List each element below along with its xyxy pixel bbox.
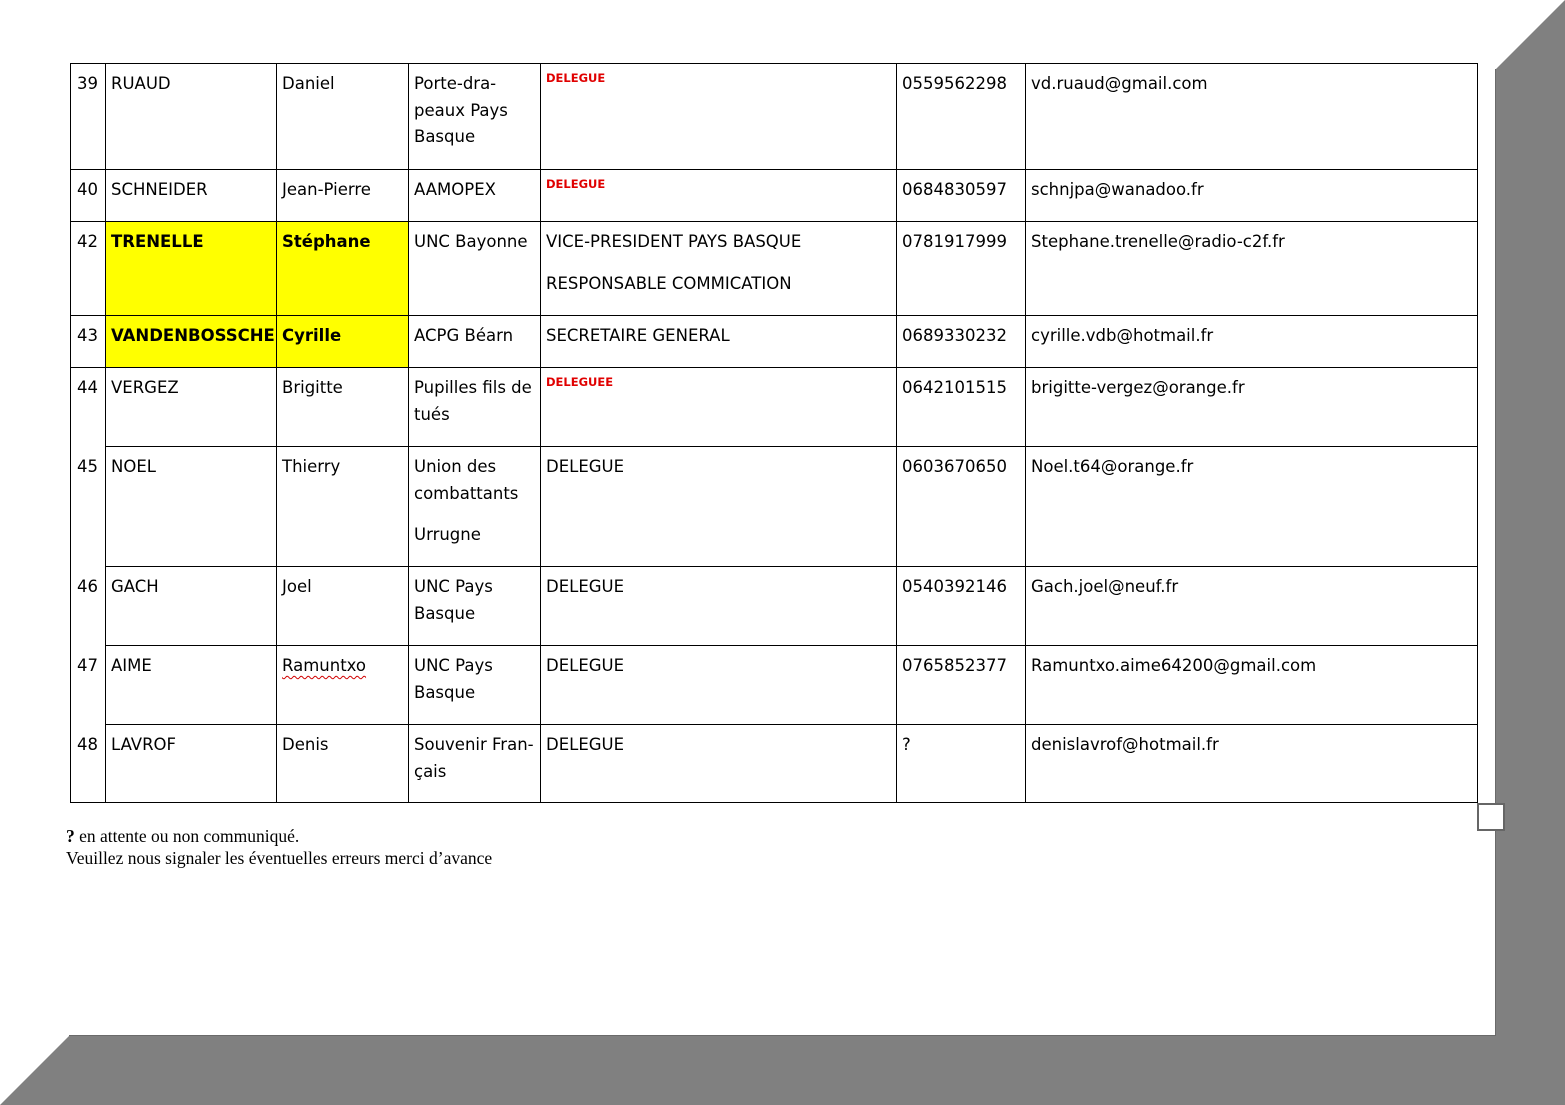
footnote-unknown-text: en attente ou non communiqué. (74, 826, 300, 846)
table-row (71, 725, 1478, 803)
phone-number: ? (902, 735, 911, 754)
phone-cell (897, 725, 1026, 803)
function-cell (541, 222, 897, 316)
first-name-cell (277, 368, 409, 447)
function-text: DELEGUE (546, 177, 606, 191)
email-address: Noel.t64@orange.fr (1031, 457, 1194, 476)
page-edge-bottom (69, 1035, 1496, 1036)
first-name: Denis (282, 735, 329, 754)
row-number: 40 (77, 180, 98, 199)
function-text: DELEGUE (546, 71, 606, 85)
function-text: DELEGUE (546, 656, 625, 675)
last-name: SCHNEIDER (111, 180, 208, 199)
last-name-cell (106, 725, 277, 803)
association-cell (409, 170, 541, 222)
last-name-cell (106, 170, 277, 222)
first-name: Stéphane (282, 232, 371, 251)
first-name-cell (277, 447, 409, 567)
last-name-cell (106, 316, 277, 368)
first-name-cell (277, 316, 409, 368)
last-name: AIME (111, 656, 152, 675)
association-cell (409, 447, 541, 567)
table-resize-handle[interactable] (1477, 803, 1505, 831)
association-cell (409, 222, 541, 316)
function-cell (541, 567, 897, 646)
last-name-cell (106, 222, 277, 316)
association-text: Porte-dra-peaux Pays Basque (414, 74, 508, 146)
last-name-cell (106, 646, 277, 725)
table-row (71, 567, 1478, 646)
association-cell (409, 646, 541, 725)
function-text: DELEGUE (546, 577, 625, 596)
first-name-cell (277, 170, 409, 222)
row-number-cell (71, 170, 106, 222)
last-name: LAVROF (111, 735, 177, 754)
first-name-cell (277, 725, 409, 803)
function-cell (541, 368, 897, 447)
association-cell (409, 368, 541, 447)
phone-number: 0642101515 (902, 378, 1007, 397)
row-number: 42 (77, 232, 98, 251)
phone-number: 0603670650 (902, 457, 1007, 476)
row-number: 46 (77, 576, 98, 596)
row-number-cell (71, 646, 106, 725)
phone-number: 0765852377 (902, 656, 1007, 675)
row-number: 45 (77, 456, 98, 476)
association-text: Pupilles fils de tués (414, 378, 532, 424)
phone-number: 0540392146 (902, 577, 1007, 596)
function-text: SECRETAIRE GENERAL (546, 326, 730, 345)
first-name-cell (277, 646, 409, 725)
first-name: Thierry (282, 457, 341, 476)
email-address: cyrille.vdb@hotmail.fr (1031, 326, 1214, 345)
last-name: VANDENBOSSCHE (111, 326, 275, 345)
last-name: GACH (111, 577, 159, 596)
phone-cell (897, 316, 1026, 368)
first-name: Jean-Pierre (282, 180, 371, 199)
page-shadow-right (1496, 0, 1565, 1105)
function-cell (541, 725, 897, 803)
last-name-cell (106, 567, 277, 646)
footnote-errors: Veuillez nous signaler les éventuelles erreurs merci d’avance (66, 848, 493, 868)
function-cell (541, 64, 897, 170)
table-row (71, 64, 1478, 170)
phone-cell (897, 646, 1026, 725)
page-shadow-bottom (0, 1036, 1565, 1105)
first-name: Ramuntxo (282, 656, 367, 675)
table-row (71, 368, 1478, 447)
phone-number: 0684830597 (902, 180, 1007, 199)
email-address: vd.ruaud@gmail.com (1031, 74, 1208, 93)
function-cell (541, 170, 897, 222)
email-cell (1026, 64, 1478, 170)
association-text: Souvenir Fran-çais (414, 735, 534, 781)
function-cell (541, 646, 897, 725)
association-text: UNC Bayonne (414, 232, 528, 251)
email-cell (1026, 368, 1478, 447)
phone-cell (897, 567, 1026, 646)
row-number-cell (71, 725, 106, 803)
table-row (71, 646, 1478, 725)
function-text: VICE-PRESIDENT PAYS BASQUE (546, 232, 802, 251)
row-number-cell (71, 316, 106, 368)
phone-number: 0559562298 (902, 74, 1007, 93)
association-text: UNC Pays Basque (414, 656, 493, 702)
members-table-body (71, 64, 1478, 803)
row-number: 39 (77, 74, 98, 93)
table-row (71, 447, 1478, 567)
first-name: Cyrille (282, 326, 342, 345)
row-number-cell (71, 567, 106, 646)
email-address: brigitte-vergez@orange.fr (1031, 378, 1245, 397)
row-number-cell (71, 447, 106, 567)
email-cell (1026, 646, 1478, 725)
last-name-cell (106, 64, 277, 170)
row-number-cell (71, 64, 106, 170)
association-text: UNC Pays Basque (414, 577, 493, 623)
function-text: RESPONSABLE COMMICATION (546, 273, 792, 293)
function-text: DELEGUEE (546, 375, 614, 389)
last-name-cell (106, 447, 277, 567)
email-cell (1026, 316, 1478, 368)
first-name-cell (277, 567, 409, 646)
email-cell (1026, 222, 1478, 316)
association-text: AAMOPEX (414, 180, 496, 199)
association-cell (409, 725, 541, 803)
email-cell (1026, 170, 1478, 222)
association-text: ACPG Béarn (414, 326, 514, 345)
last-name: VERGEZ (111, 378, 179, 397)
first-name-cell (277, 222, 409, 316)
last-name-cell (106, 368, 277, 447)
function-cell (541, 316, 897, 368)
email-cell (1026, 567, 1478, 646)
function-text: DELEGUE (546, 457, 625, 476)
email-address: Gach.joel@neuf.fr (1031, 577, 1179, 596)
email-cell (1026, 725, 1478, 803)
email-address: denislavrof@hotmail.fr (1031, 735, 1219, 754)
first-name-cell (277, 64, 409, 170)
association-cell (409, 64, 541, 170)
phone-cell (897, 64, 1026, 170)
table-row (71, 170, 1478, 222)
row-number: 44 (77, 378, 98, 397)
phone-number: 0781917999 (902, 232, 1007, 251)
page-edge-right (1495, 69, 1496, 1036)
last-name: RUAUD (111, 74, 171, 93)
row-number: 48 (77, 734, 98, 754)
first-name: Brigitte (282, 378, 343, 397)
footnote-unknown (66, 825, 492, 847)
first-name: Joel (282, 577, 312, 596)
phone-number: 0689330232 (902, 326, 1007, 345)
table-row (71, 316, 1478, 368)
association-cell (409, 567, 541, 646)
row-number: 47 (77, 655, 98, 675)
phone-cell (897, 368, 1026, 447)
phone-cell (897, 222, 1026, 316)
email-address: Stephane.trenelle@radio-c2f.fr (1031, 232, 1285, 251)
email-cell (1026, 447, 1478, 567)
email-address: Ramuntxo.aime64200@gmail.com (1031, 656, 1317, 675)
association-cell (409, 316, 541, 368)
association-text: Union des combattants (414, 457, 519, 503)
phone-cell (897, 447, 1026, 567)
phone-cell (897, 170, 1026, 222)
row-number-cell (71, 222, 106, 316)
email-address: schnjpa@wanadoo.fr (1031, 180, 1204, 199)
function-text: DELEGUE (546, 735, 625, 754)
function-cell (541, 447, 897, 567)
members-table (70, 63, 1478, 803)
first-name: Daniel (282, 74, 335, 93)
row-number: 43 (77, 326, 98, 345)
last-name: NOEL (111, 457, 156, 476)
last-name: TRENELLE (111, 232, 204, 251)
table-row (71, 222, 1478, 316)
footnote-question-mark: ? (66, 826, 75, 846)
association-text: Urrugne (414, 525, 481, 544)
footnotes (66, 825, 492, 869)
row-number-cell (71, 368, 106, 447)
